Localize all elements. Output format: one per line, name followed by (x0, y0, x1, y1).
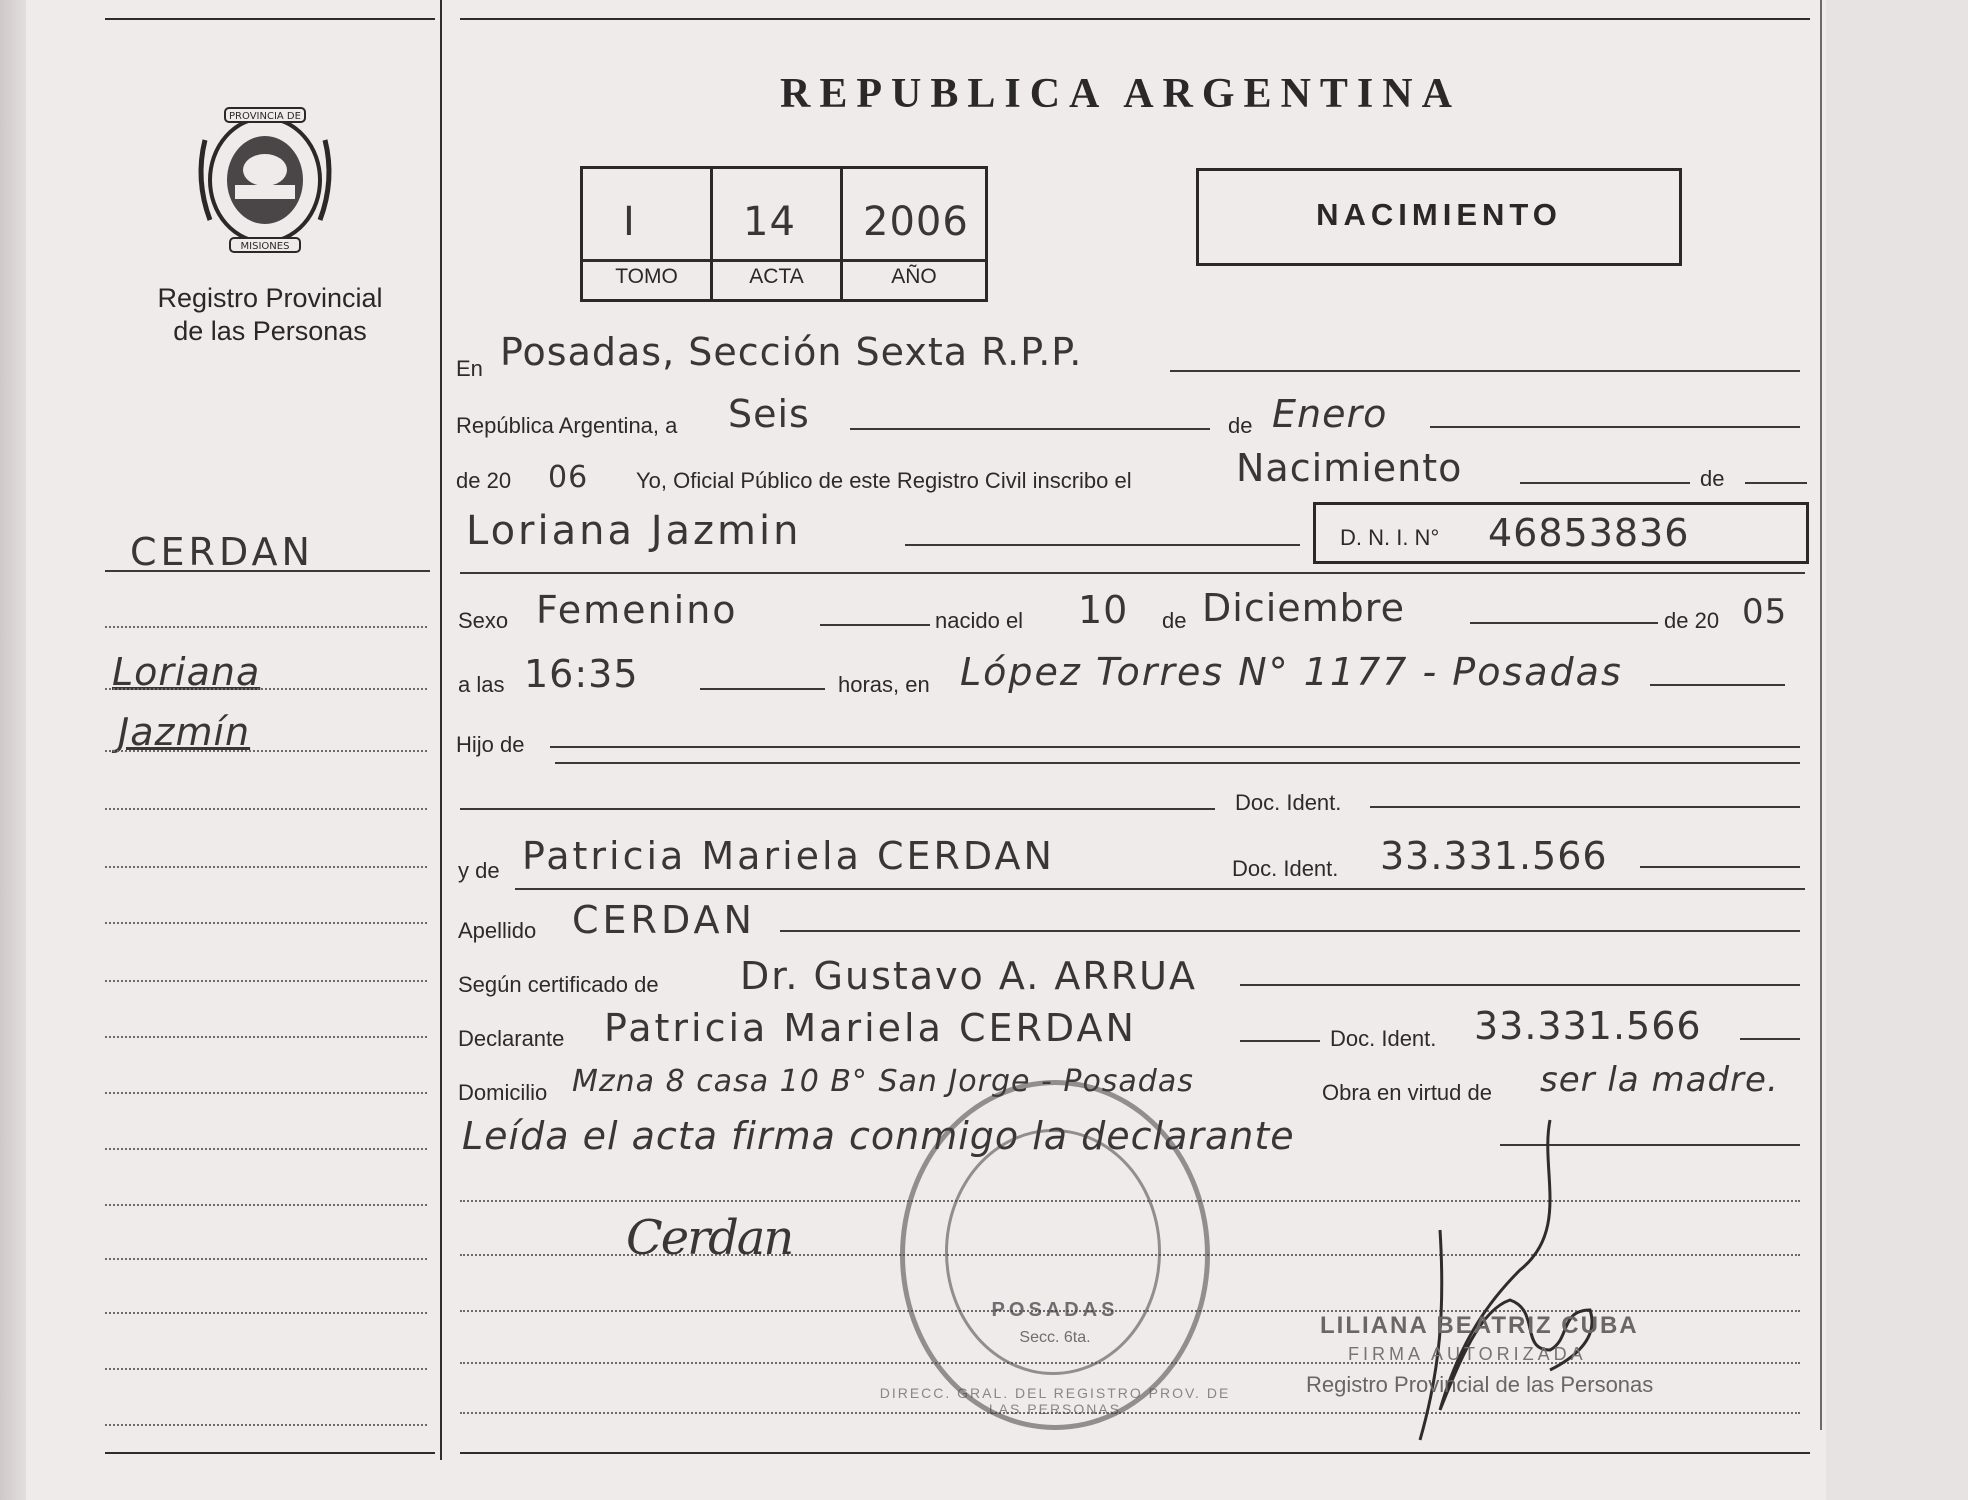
dni-label: D. N. I. N° (1340, 525, 1440, 550)
margin-dotted-rule (105, 980, 427, 982)
lugar-line (1650, 684, 1785, 686)
de-label-3: de (1162, 608, 1187, 633)
section-rule-1 (460, 572, 1805, 574)
sexo-label: Sexo (458, 608, 509, 633)
docident-label: Doc. Ident. (1235, 790, 1342, 815)
docident-label-2: Doc. Ident. (1232, 856, 1339, 881)
de20-label: de 20 (456, 468, 512, 493)
margin-dotted-rule (105, 1312, 427, 1314)
registry-line-2: de las Personas (173, 316, 367, 346)
official-registry: Registro Provincial de las Personas (1306, 1372, 1654, 1397)
declarante-line (1240, 1040, 1320, 1042)
margin-surname: CERDAN (130, 530, 314, 574)
dia-line (850, 428, 1210, 430)
alas-label: a las (458, 672, 505, 697)
nacido-anio: 05 (1742, 592, 1788, 632)
margin-dotted-rule (105, 626, 427, 628)
margin-dotted-rule (105, 1204, 427, 1206)
lugar-value: López Torres N° 1177 - Posadas (960, 650, 1623, 694)
margin-dotted-rule (105, 750, 427, 752)
anio-value-body: 06 (548, 460, 589, 495)
oficial-label: Yo, Oficial Público de este Registro Civil inscribo el (636, 468, 1132, 493)
nombre-value: Loriana Jazmin (466, 508, 802, 554)
nacido-mes: Diciembre (1202, 586, 1405, 630)
declarante-label: Declarante (458, 1026, 565, 1051)
leida-value: Leída el acta firma conmigo la declarante (462, 1114, 1295, 1158)
nacido-dia: 10 (1078, 588, 1129, 632)
en-line (1170, 370, 1800, 372)
padre-line (460, 808, 1215, 810)
apellido-line (780, 930, 1800, 932)
bottom-rule-left (105, 1452, 435, 1454)
margin-dotted-rule (105, 1258, 427, 1260)
registry-line-1: Registro Provincial (157, 283, 383, 313)
official-signature-icon (1400, 1110, 1620, 1450)
tomo-value: I (623, 199, 636, 245)
anio-label: AÑO (891, 265, 937, 288)
right-border (1820, 0, 1822, 1430)
declarante-doc-line (1740, 1038, 1800, 1040)
certificado-value: Dr. Gustavo A. ARRUA (740, 954, 1197, 998)
madre-doc-line (1640, 866, 1800, 868)
hora-line (700, 688, 825, 690)
docident-line (1370, 806, 1800, 808)
mes-line (1430, 426, 1800, 428)
mes2-line (1470, 622, 1658, 624)
margin-dotted-rule (105, 688, 427, 690)
dni-box (1313, 502, 1809, 564)
domicilio-label: Domicilio (458, 1080, 548, 1105)
page-edge (0, 0, 26, 1500)
sexo-value: Femenino (536, 588, 738, 632)
madre-value: Patricia Mariela CERDAN (522, 834, 1055, 878)
republica-label: República Argentina, a (456, 413, 678, 438)
docident-label-3: Doc. Ident. (1330, 1026, 1437, 1051)
margin-dotted-rule (105, 866, 427, 868)
margin-dotted-rule (105, 1036, 427, 1038)
horas-label: horas, en (838, 672, 930, 697)
certificado-line (1240, 984, 1800, 986)
en-value: Posadas, Sección Sexta R.P.P. (500, 330, 1083, 374)
provincial-seal-icon (190, 100, 340, 260)
mes-value: Enero (1272, 392, 1388, 436)
certificado-label: Según certificado de (458, 972, 659, 997)
nombre-line (905, 544, 1300, 546)
official-stamp (879, 1080, 1231, 1430)
anio-value: 2006 (863, 199, 969, 245)
apellido-value: CERDAN (572, 898, 756, 942)
hora-value: 16:35 (524, 652, 639, 696)
top-rule-left (105, 18, 435, 20)
sexo-line (820, 624, 930, 626)
document-type: NACIMIENTO (1316, 197, 1562, 232)
dni-value: 46853836 (1488, 511, 1690, 555)
apellido-label: Apellido (458, 918, 537, 943)
margin-name-2: Jazmín (118, 710, 251, 754)
top-rule-right (460, 18, 1810, 20)
acto-line (1520, 482, 1690, 484)
declarante-signature: Cerdan (626, 1210, 793, 1266)
registry-name (120, 282, 420, 348)
de-label-2: de (1700, 466, 1725, 491)
official-name: LILIANA BEATRIZ CUBA (1320, 1312, 1639, 1339)
margin-dotted-rule (105, 1424, 427, 1426)
nacido-label: nacido el (935, 608, 1024, 633)
acto-value: Nacimiento (1236, 446, 1463, 490)
official-role: FIRMA AUTORIZADA (1348, 1344, 1587, 1364)
stamp-section: Secc. 6ta. (1019, 1329, 1091, 1346)
yde-label: y de (458, 858, 500, 883)
record-number-box (580, 166, 988, 302)
tomo-label: TOMO (615, 265, 678, 288)
hijo-label: Hijo de (456, 732, 525, 757)
obra-value: ser la madre. (1540, 1060, 1779, 1100)
domicilio-value: Mzna 8 casa 10 B° San Jorge - Posadas (572, 1064, 1194, 1099)
stamp-city: POSADAS (991, 1299, 1119, 1321)
madre-rule (515, 888, 1805, 890)
document-type-box (1196, 168, 1682, 266)
country-title: REPUBLICA ARGENTINA (780, 71, 1461, 117)
acta-value: 14 (743, 199, 796, 245)
margin-dotted-rule (105, 1368, 427, 1370)
declarante-doc: 33.331.566 (1474, 1004, 1702, 1048)
margin-line (105, 570, 430, 572)
margin-dotted-rule (105, 1148, 427, 1150)
margin-name-1: Loriana (112, 650, 261, 694)
hijo-line (550, 746, 1800, 748)
obra-label: Obra en virtud de (1322, 1080, 1492, 1105)
en-label: En (456, 356, 483, 381)
de2-line (1745, 482, 1807, 484)
de-label: de (1228, 413, 1253, 438)
declarante-value: Patricia Mariela CERDAN (604, 1006, 1137, 1050)
acta-label: ACTA (749, 265, 804, 288)
margin-dotted-rule (105, 1092, 427, 1094)
madre-doc: 33.331.566 (1380, 834, 1608, 878)
seal-bottom-text: MISIONES (240, 241, 290, 252)
hijo-line-2 (555, 762, 1800, 764)
bottom-rule-right (460, 1452, 1810, 1454)
dia-value: Seis (728, 392, 810, 436)
stamp-ring-text: DIRECC. GRAL. DEL REGISTRO PROV. DE LAS PERSONAS (879, 1385, 1231, 1417)
column-divider (440, 0, 442, 1460)
de20-label-2: de 20 (1664, 608, 1720, 633)
margin-dotted-rule (105, 808, 427, 810)
margin-dotted-rule (105, 922, 427, 924)
seal-top-text: PROVINCIA DE (229, 111, 301, 122)
